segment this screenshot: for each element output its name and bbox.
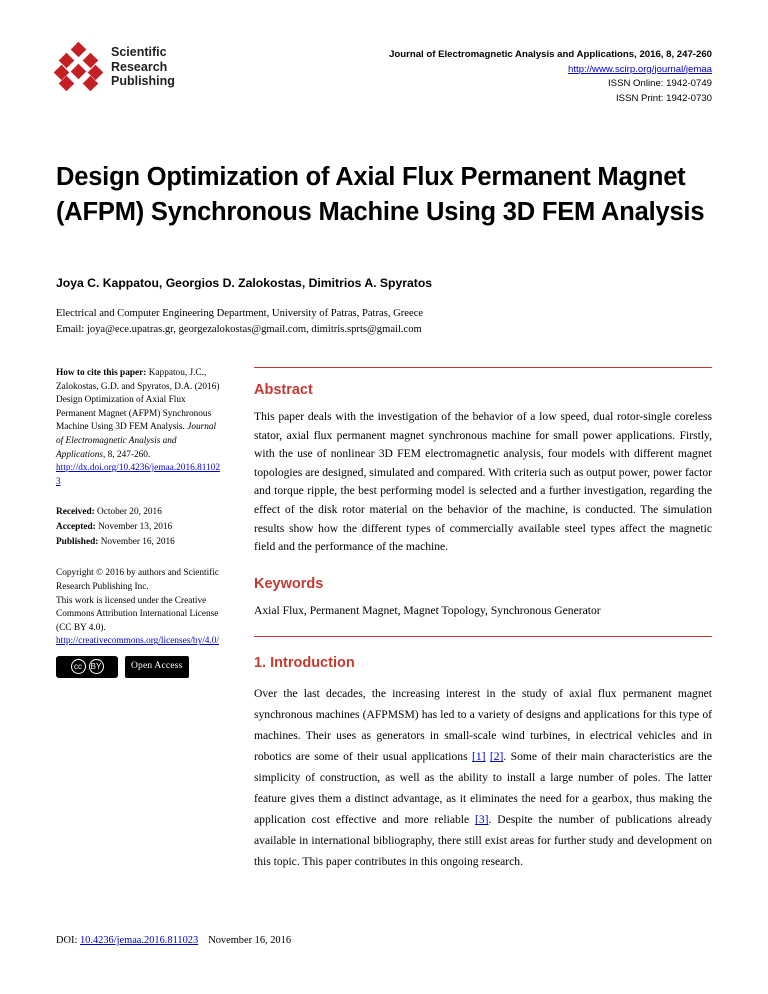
keywords-text: Axial Flux, Permanent Magnet, Magnet Topology, Synchronous Generator (254, 603, 601, 617)
accepted-date: November 13, 2016 (95, 522, 173, 533)
received-date: October 20, 2016 (94, 507, 162, 518)
issn-online: ISSN Online: 1942-0749 (608, 78, 712, 89)
page-title: Design Optimization of Axial Flux Permanent Magnet (AFPM) Synchronous Machine Using 3D FEM Analysis (56, 163, 705, 226)
footer-date: November 16, 2016 (208, 935, 292, 946)
publisher-logo (56, 44, 175, 90)
introduction-heading: 1. Introduction (254, 655, 355, 672)
how-to-cite (56, 367, 222, 462)
received-row (56, 505, 222, 520)
open-access-badge: Open Access (125, 656, 189, 678)
cc-circle-icon: cc (71, 659, 86, 674)
body-columns (56, 367, 712, 872)
accepted-row (56, 520, 222, 535)
divider-bottom (254, 636, 712, 637)
doi-link[interactable]: http://dx.doi.org/10.4236/jemaa.2016.811023 (56, 463, 220, 487)
journal-citation: Journal of Electromagnetic Analysis and Applications, 2016, 8, 247-260 (389, 49, 712, 60)
scirp-diamond-icon (56, 44, 102, 90)
citation-ref-3[interactable]: [3] (474, 813, 489, 827)
intro-part-2: . Some of their main characteristics are the simplicity of construction, as well as the ability to install a large number of poles. The latter feature gives them a distinct advantage, as it eliminates the need for a gearbox, thus making the application cost effective and more reliable (254, 750, 712, 827)
abstract-heading: Abstract (254, 382, 313, 398)
issn-print: ISSN Print: 1942-0730 (616, 92, 712, 104)
accepted-label: Accepted: (56, 522, 96, 533)
cc-by-icon: BY (89, 659, 104, 674)
doi-link-wrap (56, 462, 222, 489)
publication-dates (56, 505, 222, 550)
published-row (56, 535, 222, 550)
citation-ref-1[interactable]: [1] (471, 750, 486, 764)
publisher-line-1: Scientific (111, 45, 167, 60)
page-footer (56, 935, 712, 946)
license-text: This work is licensed under the Creative Commons Attribution International License (CC BY 4.0). (56, 595, 219, 633)
footer-doi-link[interactable]: 10.4236/jemaa.2016.811023 (79, 935, 199, 946)
license-badges (56, 656, 222, 678)
how-to-cite-label: How to cite this paper: (56, 368, 147, 378)
publisher-line-2: Research (111, 59, 168, 74)
email-line: Email: joya@ece.upatras.gr, georgezalokostas@gmail.com, dimitris.sprts@gmail.com (56, 323, 422, 335)
received-label: Received: (56, 507, 95, 518)
keywords-heading: Keywords (254, 575, 324, 592)
citation-ref-2[interactable]: [2] (489, 750, 504, 764)
footer-doi-label: DOI: (56, 935, 80, 946)
how-to-cite-text: Kappatou, J.C., Zalokostas, G.D. and Spyratos, D.A. (2016) Design Optimization of Axial Flux Permanent Magnet (AFPM) Synchronous Machine Using 3D FEM Analysis. (56, 368, 220, 433)
publisher-name (111, 45, 175, 89)
sidebar-metadata (56, 367, 238, 872)
license-link[interactable]: http://creativecommons.org/licenses/by/4.0/ (56, 636, 220, 647)
intro-part-1: Over the last decades, the increasing interest in the study of axial flux permanent magnet synchronous machines (AFPMSM) has led to a variety of designs and applications for this type of machines. Their uses as generators in small-scale wind turbines, in electrical vehicles and in robotics are some of their usual applications (254, 687, 712, 764)
published-label: Published: (56, 537, 99, 548)
abstract-text: This paper deals with the investigation of the behavior of a low speed, dual rotor-single coreless stator, axial flux permanent magnet synchronous machine for small power applications. Firstly, with the use of nonlinear 3D FEM electromagnetic analysis, four models with different magnet topologies are designed, simulated and compared. With criteria such as output power, power factor and torque ripple, the best performing model is selected and a further investigation, regarding the effect of the disk rotor material on the behavior of the machine, is conducted. The simulation results show how the different types of commercially available steel types affect the magnetic field and the performance of the machine. (254, 410, 712, 554)
affiliation: Electrical and Computer Engineering Department, University of Patras, Patras, Greece (56, 308, 424, 319)
published-date: November 16, 2016 (98, 537, 175, 548)
main-content (238, 367, 712, 872)
copyright-block (56, 567, 222, 649)
how-to-cite-journal: Journal of Electromagnetic Analysis and Applications (56, 422, 217, 460)
divider-top (254, 367, 712, 368)
journal-url-link[interactable]: http://www.scirp.org/journal/jemaa (568, 63, 712, 75)
how-to-cite-volume: , 8, 247-260. (103, 449, 151, 460)
author-list: Joya C. Kappatou, Georgios D. Zalokostas, Dimitrios A. Spyratos (56, 276, 433, 290)
introduction-text (254, 683, 712, 872)
creative-commons-icon (56, 656, 118, 678)
journal-info (389, 44, 712, 106)
affiliation-block (56, 306, 712, 337)
intro-part-3: . Despite the number of publications already available in international bibliography, there still exist areas for further study and development on this topic. This paper contributes in this ongoing research. (254, 813, 712, 869)
publisher-line-3: Publishing (111, 74, 175, 89)
page-header (56, 0, 712, 106)
copyright-text: Copyright © 2016 by authors and Scientific Research Publishing Inc. (56, 568, 220, 592)
